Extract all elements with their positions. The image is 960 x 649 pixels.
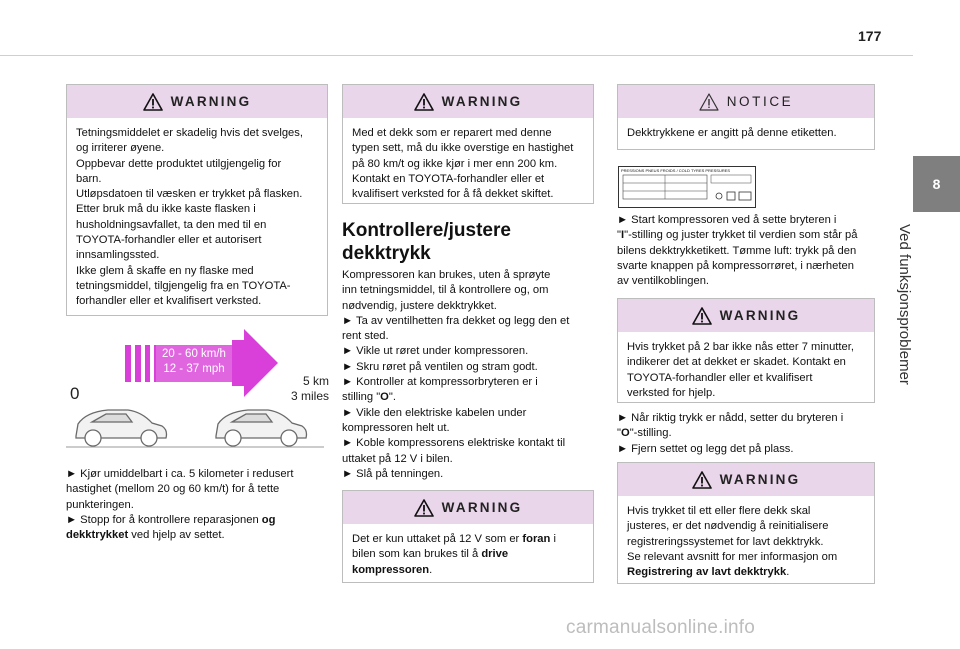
bold-text: O — [620, 427, 630, 440]
tyre-pressure-label-image — [618, 166, 756, 208]
warning-heading: WARNING — [719, 308, 801, 323]
distance-label — [279, 374, 329, 404]
warning-triangle-icon — [414, 499, 434, 517]
text-line: punkteringen. — [66, 498, 134, 511]
text-line: verksted for hjelp. — [627, 386, 716, 399]
notice-header — [618, 85, 874, 118]
text-line: kvalifisert verksted for å få dekket skiftet. — [352, 188, 554, 201]
bold-text: O — [380, 391, 389, 404]
text-segment: i — [550, 533, 556, 545]
chapter-title-text: Ved funksjonsproblemer — [896, 224, 913, 385]
distance-start: 0 — [70, 384, 80, 403]
text-line: TOYOTA-forhandler eller et autorisert — [76, 234, 262, 247]
text-line: rent sted. — [342, 330, 389, 343]
watermark: carmanualsonline.info — [566, 617, 756, 638]
bold-text: foran — [522, 533, 551, 545]
text-line: på 80 km/t og ikke kjør i mer enn 200 km. — [352, 157, 558, 170]
text-line: ► Når riktig trykk er nådd, setter du bryteren i — [617, 412, 844, 424]
text-line: husholdningsavfallet, ta den med til en — [76, 218, 267, 231]
text-line — [352, 547, 585, 562]
text-line: Oppbevar dette produktet utilgjengelig for — [76, 157, 282, 170]
chapter-side-title — [888, 224, 918, 524]
warning-heading: WARNING — [719, 472, 801, 487]
warning-triangle-icon — [414, 93, 434, 111]
text-line: registreringssystemet for lavt dekktrykk. — [627, 535, 824, 548]
text-line: Etter bruk må du ikke kaste flasken i — [76, 203, 256, 216]
text-segment: ved hjelp av settet. — [128, 529, 225, 542]
text-segment: "-stilling og juster trykket til verdien som står på — [624, 229, 858, 242]
text-line: Dekktrykkene er angitt på denne etiketten. — [627, 127, 837, 139]
warning-body — [618, 496, 874, 586]
distance-km: 5 km — [302, 374, 329, 388]
text-segment: " — [617, 229, 621, 242]
text-line: Kompressoren kan brukes, uten å sprøyte — [342, 269, 551, 281]
bold-text: Registrering av lavt dekktrykk — [627, 566, 787, 579]
finish-steps — [617, 411, 879, 457]
text-line: nødvendig, justere dekktrykket. — [342, 299, 497, 312]
text-line: ► Kjør umiddelbart i ca. 5 kilometer i redusert — [66, 468, 294, 480]
page-number: 177 — [858, 28, 882, 44]
text-line: innsamlingssted. — [76, 249, 160, 262]
distance-miles: 3 miles — [290, 389, 329, 403]
text-line — [66, 513, 336, 528]
text-line: Ikke glem å skaffe en ny flaske med — [76, 264, 254, 277]
warning-box-speed-limit — [342, 84, 594, 204]
text-line: ► Start kompressoren ved å sette bryteren i — [617, 214, 837, 226]
label-graphic — [619, 172, 755, 206]
text-line: ► Vikle den elektriske kabelen under — [342, 406, 527, 419]
speed-mph: 12 - 37 mph — [163, 363, 225, 375]
text-segment: stilling " — [342, 391, 381, 404]
bold-text: og — [261, 513, 276, 526]
text-line: ► Kontroller at kompressorbryteren er i — [342, 376, 538, 389]
text-line: Tetningsmiddelet er skadelig hvis det svelges, — [76, 127, 303, 139]
text-line: inn tetningsmiddel, til å kontrollere og, om — [342, 284, 549, 297]
text-line: bilens dekktrykketikett. Tømme luft: trykk på den — [617, 244, 857, 257]
text-line: TOYOTA-forhandler eller et kvalifisert — [627, 371, 813, 384]
speed-label — [156, 347, 232, 377]
chapter-tab[interactable]: 8 — [913, 156, 960, 212]
text-segment: . — [786, 566, 790, 579]
text-line: ► Vikle ut røret under kompressoren. — [342, 345, 529, 358]
text-line: Hvis trykket til ett eller flere dekk skal — [627, 505, 811, 517]
text-line: av ventilkoblingen. — [617, 275, 710, 288]
bold-text: dekktrykket — [66, 529, 129, 542]
text-line: uttaket på 12 V i bilen. — [342, 452, 453, 465]
warning-body — [343, 118, 593, 208]
section-title — [342, 219, 602, 265]
notice-heading: NOTICE — [726, 94, 794, 109]
warning-heading: WARNING — [441, 94, 523, 109]
text-line: ► Koble kompressorens elektriske kontakt til — [342, 437, 566, 450]
text-line: ► Ta av ventilhetten fra dekket og legg den et — [342, 314, 570, 327]
notice-box — [617, 84, 875, 150]
warning-triangle-icon — [143, 93, 163, 111]
text-line: svarte knappen på kompressorrøret, i nærheten — [617, 259, 854, 272]
warning-header — [343, 85, 593, 118]
title-line: Kontrollere/justere — [342, 220, 511, 241]
warning-header — [67, 85, 327, 118]
text-line: Se relevant avsnitt for mer informasjon om — [627, 550, 838, 563]
warning-header — [343, 491, 593, 524]
text-line — [617, 426, 879, 441]
text-line: Hvis trykket på 2 bar ikke nås etter 7 minutter, — [627, 341, 854, 353]
bold-text: kompressoren — [352, 563, 430, 576]
text-line: ► Slå på tenningen. — [342, 467, 444, 480]
text-segment: ". — [388, 391, 396, 404]
warning-box-12v — [342, 490, 594, 583]
text-segment: bilen som kan brukes til å — [352, 548, 482, 561]
compressor-steps — [342, 268, 602, 482]
text-line — [352, 563, 585, 578]
label-title: PRESSIONS PNEUS FROIDS / COLD TYRES PRESSURES — [621, 168, 731, 173]
text-line — [627, 565, 866, 580]
text-segment: "-stilling. — [629, 427, 672, 440]
warning-box-pressure — [617, 298, 875, 403]
drive-instructions — [66, 467, 336, 543]
text-line — [342, 390, 602, 405]
text-segment: ► Stopp for å kontrollere reparasjonen — [66, 513, 262, 526]
inflate-steps — [617, 213, 879, 289]
text-line: justeres, er det nødvendig å reinitialisere — [627, 520, 829, 533]
warning-heading: WARNING — [441, 500, 523, 515]
warning-header — [618, 299, 874, 332]
notice-body — [618, 118, 874, 147]
text-line — [617, 228, 879, 243]
title-line: dekktrykk — [342, 243, 431, 264]
warning-box-reinitialise — [617, 462, 875, 584]
warning-body — [67, 118, 327, 316]
warning-triangle-icon — [692, 471, 712, 489]
warning-heading: WARNING — [170, 94, 252, 109]
speed-distance-figure — [66, 326, 328, 456]
text-line: hastighet (mellom 20 og 60 km/t) for å tette — [66, 483, 280, 496]
text-line: barn. — [76, 172, 102, 185]
warning-triangle-icon — [692, 307, 712, 325]
text-line: Med et dekk som er reparert med denne — [352, 127, 552, 139]
header-rule — [0, 55, 913, 56]
text-line: tetningsmiddel, tilgjengelig fra en TOYOTA- — [76, 279, 291, 292]
text-line: indikerer det at dekket er skadet. Kontakt en — [627, 356, 846, 369]
text-line — [352, 532, 585, 547]
bold-text: drive — [481, 548, 509, 561]
text-line: Utløpsdatoen til væsken er trykket på flasken. — [76, 188, 303, 201]
text-segment: . — [429, 563, 433, 576]
text-line — [66, 528, 336, 543]
text-segment: Det er kun uttaket på 12 V som er — [352, 533, 523, 545]
text-line: forhandler eller et kvalifisert verksted. — [76, 295, 262, 308]
bold-text: I — [620, 229, 625, 242]
text-line: og irriterer øyene. — [76, 142, 165, 155]
warning-box-sealant — [66, 84, 328, 316]
text-line: Kontakt en TOYOTA-forhandler eller et — [352, 172, 545, 185]
text-line: ► Skru røret på ventilen og stram godt. — [342, 360, 538, 373]
text-segment: " — [617, 427, 621, 440]
speed-kmh: 20 - 60 km/h — [162, 348, 226, 360]
warning-body — [343, 524, 593, 584]
text-line: kompressoren helt ut. — [342, 421, 450, 434]
warning-header — [618, 463, 874, 496]
text-line: typen sett, må du ikke overstige en hastighet — [352, 142, 574, 155]
text-line: ► Fjern settet og legg det på plass. — [617, 442, 794, 455]
warning-body — [618, 332, 874, 407]
notice-triangle-icon — [699, 93, 719, 111]
